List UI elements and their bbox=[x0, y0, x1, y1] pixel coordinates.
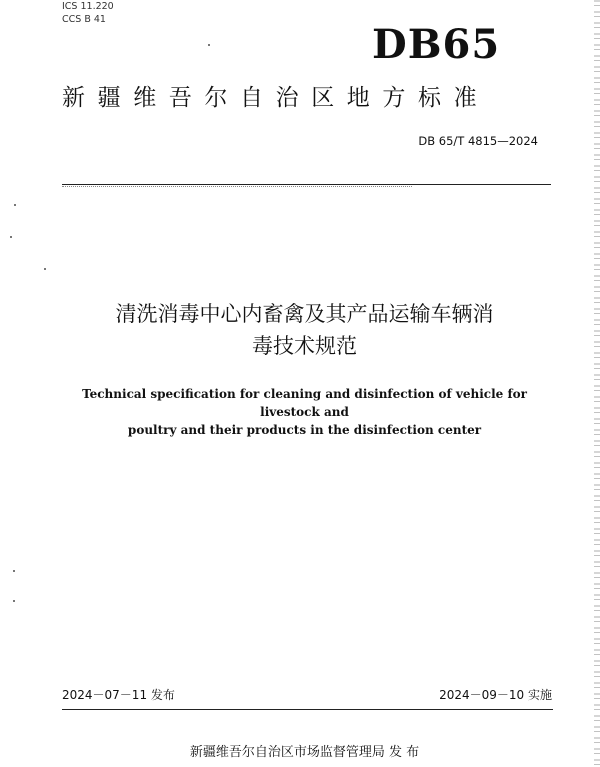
scan-speck bbox=[10, 236, 12, 238]
title-chinese-line-1: 清洗消毒中心内畜禽及其产品运输车辆消 bbox=[115, 302, 494, 326]
scan-speck bbox=[14, 204, 16, 206]
standard-number: DB 65/T 4815—2024 bbox=[418, 134, 538, 148]
ics-code: ICS 11.220 bbox=[62, 1, 114, 12]
ccs-code: CCS B 41 bbox=[62, 14, 106, 25]
implement-date: 2024－09－10 实施 bbox=[439, 688, 552, 702]
footer-divider bbox=[62, 709, 553, 710]
scan-speck bbox=[13, 570, 15, 572]
publish-date: 2024－07－11 发布 bbox=[62, 688, 175, 702]
scan-speck bbox=[208, 44, 210, 46]
scan-speck bbox=[44, 268, 46, 270]
issuing-authority: 新疆维吾尔自治区市场监督管理局 发 布 bbox=[189, 745, 420, 760]
db65-logo: DB65 bbox=[372, 21, 501, 68]
title-english-line-1: Technical specification for cleaning and disinfection of vehicle for livestock and bbox=[82, 387, 527, 419]
title-chinese bbox=[62, 298, 547, 362]
title-english-line-2: poultry and their products in the disinfection center bbox=[127, 423, 482, 437]
title-english bbox=[62, 385, 547, 439]
scan-speck bbox=[13, 600, 15, 602]
classification-codes bbox=[62, 0, 114, 26]
header-divider bbox=[62, 184, 551, 185]
standard-kind: 新疆维吾尔自治区地方标准 bbox=[62, 85, 490, 111]
title-chinese-line-2: 毒技术规范 bbox=[252, 334, 357, 358]
header-divider-shadow bbox=[62, 186, 412, 187]
scan-edge-noise bbox=[594, 0, 600, 767]
